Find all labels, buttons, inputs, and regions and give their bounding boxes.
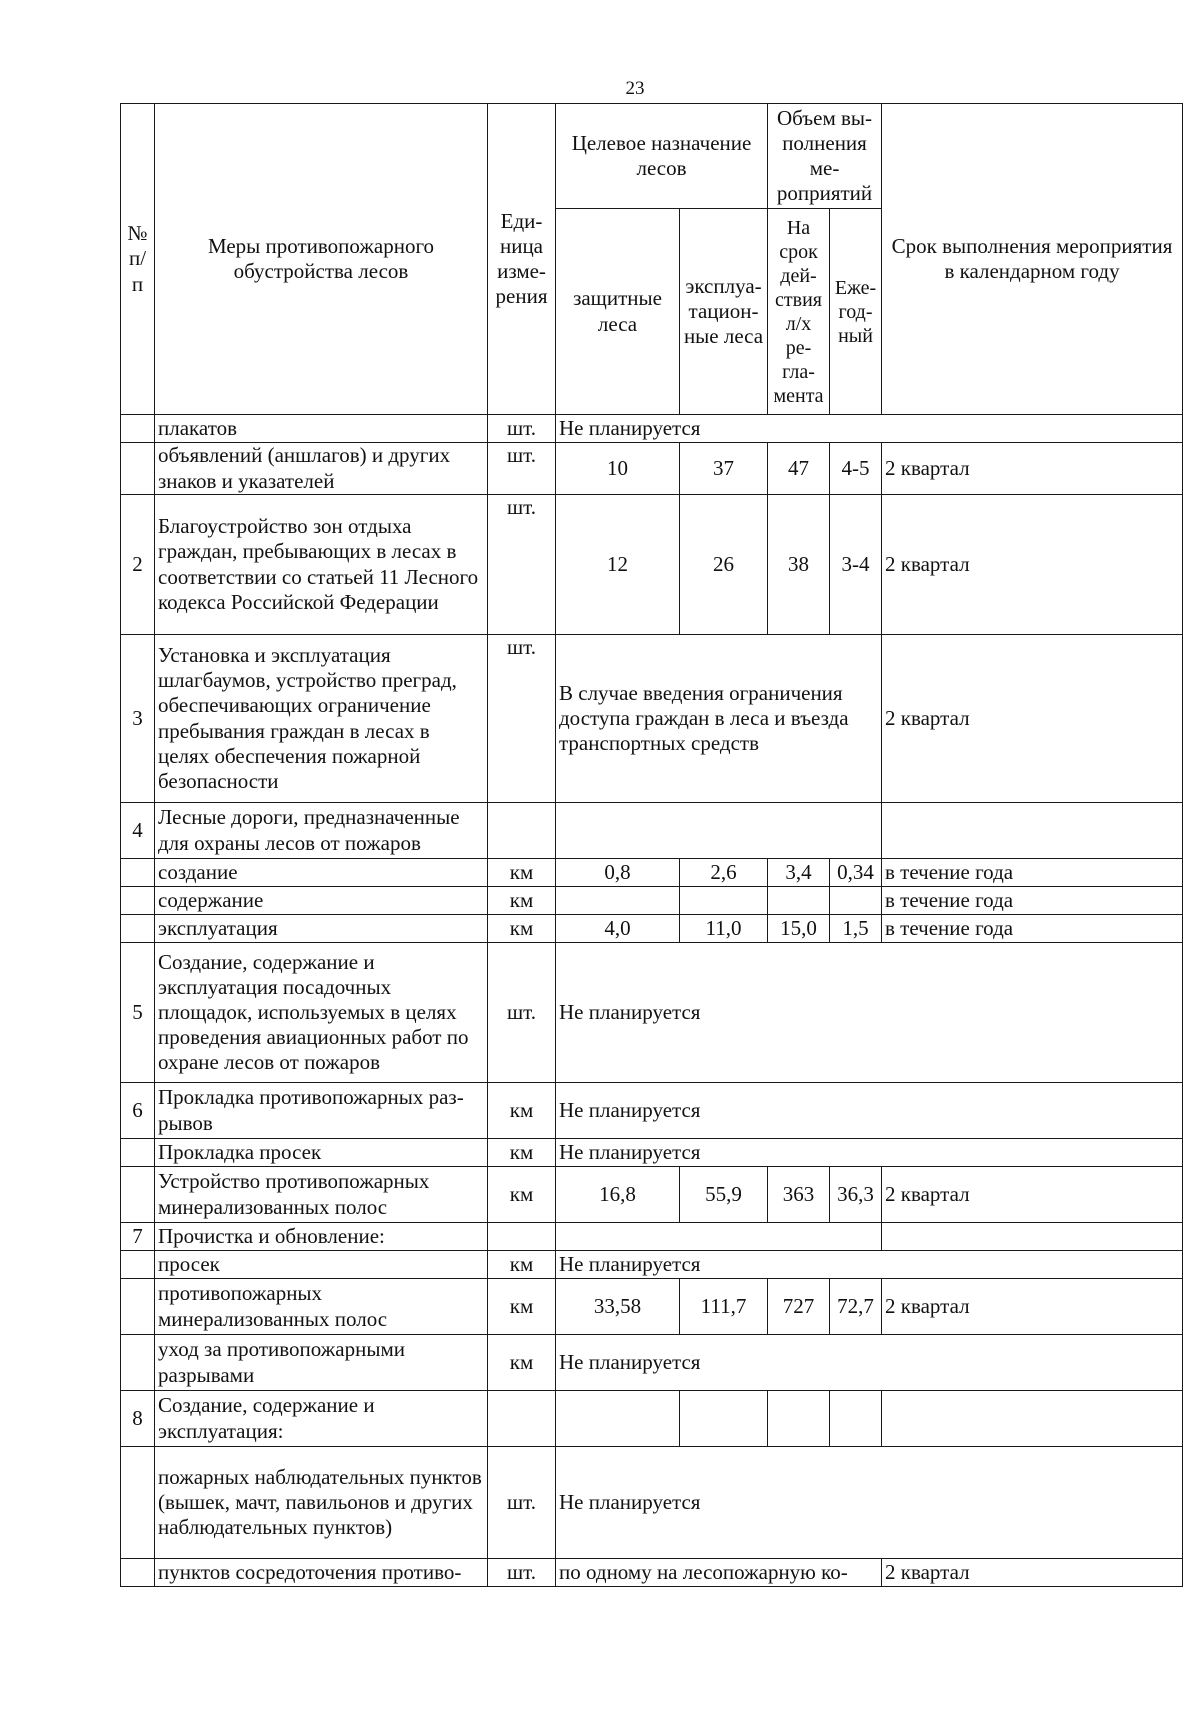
row-merged-note: Не планируется — [556, 415, 1183, 443]
row-exploitation: 11,0 — [680, 915, 768, 943]
row-num: 4 — [121, 803, 155, 859]
row-merged-note: Не планируется — [556, 1139, 1183, 1167]
header-exploitation: эксплуа-тацион-ные леса — [680, 209, 768, 415]
row-name: Установка и эксплуатация шлагбаумов, устройство преград, обеспечивающих ограничение пребывания граждан в лесах в целях обеспечения пожарной безопасности — [155, 635, 488, 803]
row-protective: 33,58 — [556, 1279, 680, 1335]
row-unit: км — [488, 1167, 556, 1223]
row-name: создание — [155, 859, 488, 887]
row-unit: км — [488, 915, 556, 943]
header-annual: Еже-год-ный — [830, 209, 882, 415]
row-unit: км — [488, 887, 556, 915]
row-period: 15,0 — [768, 915, 830, 943]
row-merged-note: по одному на лесопожарную ко- — [556, 1559, 882, 1587]
row-num — [121, 1139, 155, 1167]
row-protective: 0,8 — [556, 859, 680, 887]
row-annual: 36,3 — [830, 1167, 882, 1223]
header-purpose: Целевое назначение лесов — [556, 104, 768, 209]
row-protective — [556, 887, 680, 915]
row-num — [121, 887, 155, 915]
row-unit: км — [488, 1139, 556, 1167]
row-empty-annual — [830, 1391, 882, 1447]
table-row — [121, 1279, 1183, 1335]
table-row — [121, 1447, 1183, 1559]
row-empty-period — [768, 1391, 830, 1447]
table-row — [121, 415, 1183, 443]
row-exploitation: 26 — [680, 495, 768, 635]
row-unit — [488, 803, 556, 859]
header-period: На срок дей-ствия л/х ре-гла-мента — [768, 209, 830, 415]
row-name: Создание, содержание и эксплуатация посадочных площадок, используемых в целях проведения авиационных работ по охране лесов от пожаров — [155, 943, 488, 1083]
row-name: Прочистка и обновление: — [155, 1223, 488, 1251]
row-name: содержание — [155, 887, 488, 915]
row-num — [121, 1447, 155, 1559]
row-annual: 4-5 — [830, 443, 882, 495]
row-empty-values — [556, 1223, 882, 1251]
table-row — [121, 1083, 1183, 1139]
row-name: плакатов — [155, 415, 488, 443]
row-deadline: 2 квартал — [882, 1167, 1183, 1223]
row-deadline: в течение года — [882, 887, 1183, 915]
row-empty-deadline — [882, 1223, 1183, 1251]
row-unit — [488, 1223, 556, 1251]
row-deadline: 2 квартал — [882, 635, 1183, 803]
table-row — [121, 943, 1183, 1083]
row-deadline: 2 квартал — [882, 1559, 1183, 1587]
table-row — [121, 859, 1183, 887]
table-row — [121, 1223, 1183, 1251]
table-row — [121, 1559, 1183, 1587]
row-empty-exploitation — [680, 1391, 768, 1447]
row-num — [121, 1251, 155, 1279]
row-annual — [830, 887, 882, 915]
row-merged-note: Не планируется — [556, 1083, 1183, 1139]
row-exploitation — [680, 887, 768, 915]
row-num: 6 — [121, 1083, 155, 1139]
row-annual: 3-4 — [830, 495, 882, 635]
row-unit: км — [488, 1083, 556, 1139]
row-unit: шт. — [488, 495, 556, 635]
row-unit: шт. — [488, 943, 556, 1083]
row-protective: 4,0 — [556, 915, 680, 943]
row-num — [121, 1559, 155, 1587]
row-name: Создание, содержание и эксплуатация: — [155, 1391, 488, 1447]
row-name: противопожарных минерализованных полос — [155, 1279, 488, 1335]
row-num: 8 — [121, 1391, 155, 1447]
table-row — [121, 635, 1183, 803]
header-protective: защитные леса — [556, 209, 680, 415]
row-empty-deadline — [882, 1391, 1183, 1447]
row-period: 38 — [768, 495, 830, 635]
row-unit: шт. — [488, 1447, 556, 1559]
table-row — [121, 1167, 1183, 1223]
row-protective: 16,8 — [556, 1167, 680, 1223]
table-row — [121, 1251, 1183, 1279]
row-merged-note: Не планируется — [556, 1335, 1183, 1391]
table-row — [121, 915, 1183, 943]
row-exploitation: 111,7 — [680, 1279, 768, 1335]
row-num — [121, 859, 155, 887]
row-annual: 72,7 — [830, 1279, 882, 1335]
row-name: Лесные дороги, предназначенные для охраны лесов от пожаров — [155, 803, 488, 859]
row-name: пожарных наблюдательных пунктов (вышек, мачт, павильонов и других наблюдательных пунктов) — [155, 1447, 488, 1559]
header-measures: Меры противопожарного обустройства лесов — [155, 104, 488, 415]
row-unit: шт. — [488, 1559, 556, 1587]
row-protective: 12 — [556, 495, 680, 635]
row-deadline: 2 квартал — [882, 443, 1183, 495]
row-num — [121, 1335, 155, 1391]
row-exploitation: 55,9 — [680, 1167, 768, 1223]
row-num: 7 — [121, 1223, 155, 1251]
row-exploitation: 2,6 — [680, 859, 768, 887]
row-deadline: в течение года — [882, 859, 1183, 887]
table-row — [121, 495, 1183, 635]
header-deadline: Срок выполнения мероприятия в календарном году — [882, 104, 1183, 415]
header-num: № п/п — [121, 104, 155, 415]
row-deadline: 2 квартал — [882, 1279, 1183, 1335]
row-num — [121, 443, 155, 495]
header-unit: Еди-ница изме-рения — [488, 104, 556, 415]
row-name: просек — [155, 1251, 488, 1279]
table-row — [121, 887, 1183, 915]
fire-measures-table — [120, 103, 1183, 1587]
row-period — [768, 887, 830, 915]
row-deadline: 2 квартал — [882, 495, 1183, 635]
row-period: 363 — [768, 1167, 830, 1223]
row-num: 2 — [121, 495, 155, 635]
row-annual: 1,5 — [830, 915, 882, 943]
row-protective: 10 — [556, 443, 680, 495]
row-period: 47 — [768, 443, 830, 495]
row-name: Благоустройство зон отдыха граждан, пребывающих в лесах в соответствии со статьей 11 Лесного кодекса Российской Федерации — [155, 495, 488, 635]
row-name: Прокладка противопожарных раз-рывов — [155, 1083, 488, 1139]
row-unit: км — [488, 1335, 556, 1391]
row-num — [121, 415, 155, 443]
row-unit: км — [488, 859, 556, 887]
row-name: эксплуатация — [155, 915, 488, 943]
row-annual: 0,34 — [830, 859, 882, 887]
table-row — [121, 1335, 1183, 1391]
table-row — [121, 443, 1183, 495]
row-unit: шт. — [488, 443, 556, 495]
row-period: 3,4 — [768, 859, 830, 887]
row-num — [121, 1279, 155, 1335]
table-row — [121, 803, 1183, 859]
row-name: объявлений (аншлагов) и других знаков и указателей — [155, 443, 488, 495]
row-num: 5 — [121, 943, 155, 1083]
row-period: 727 — [768, 1279, 830, 1335]
row-name: уход за противопожарными разрывами — [155, 1335, 488, 1391]
row-empty-values — [556, 803, 882, 859]
row-unit: шт. — [488, 415, 556, 443]
row-num: 3 — [121, 635, 155, 803]
row-num — [121, 915, 155, 943]
row-num — [121, 1167, 155, 1223]
row-name: Прокладка просек — [155, 1139, 488, 1167]
row-merged-note: Не планируется — [556, 943, 1183, 1083]
row-merged-note: В случае введения ограничения доступа граждан в леса и въезда транспортных средств — [556, 635, 882, 803]
row-name: пунктов сосредоточения противо- — [155, 1559, 488, 1587]
row-empty-deadline — [882, 803, 1183, 859]
row-exploitation: 37 — [680, 443, 768, 495]
page-number: 23 — [625, 78, 645, 99]
row-deadline: в течение года — [882, 915, 1183, 943]
table-row — [121, 1139, 1183, 1167]
row-merged-note: Не планируется — [556, 1251, 1183, 1279]
row-merged-note: Не планируется — [556, 1447, 1183, 1559]
row-unit: км — [488, 1251, 556, 1279]
row-unit: км — [488, 1279, 556, 1335]
row-empty-protective — [556, 1391, 680, 1447]
row-name: Устройство противопожарных минерализованных полос — [155, 1167, 488, 1223]
row-unit — [488, 1391, 556, 1447]
row-unit: шт. — [488, 635, 556, 803]
header-volume: Объем вы-полнения ме-роприятий — [768, 104, 882, 209]
table-row — [121, 1391, 1183, 1447]
